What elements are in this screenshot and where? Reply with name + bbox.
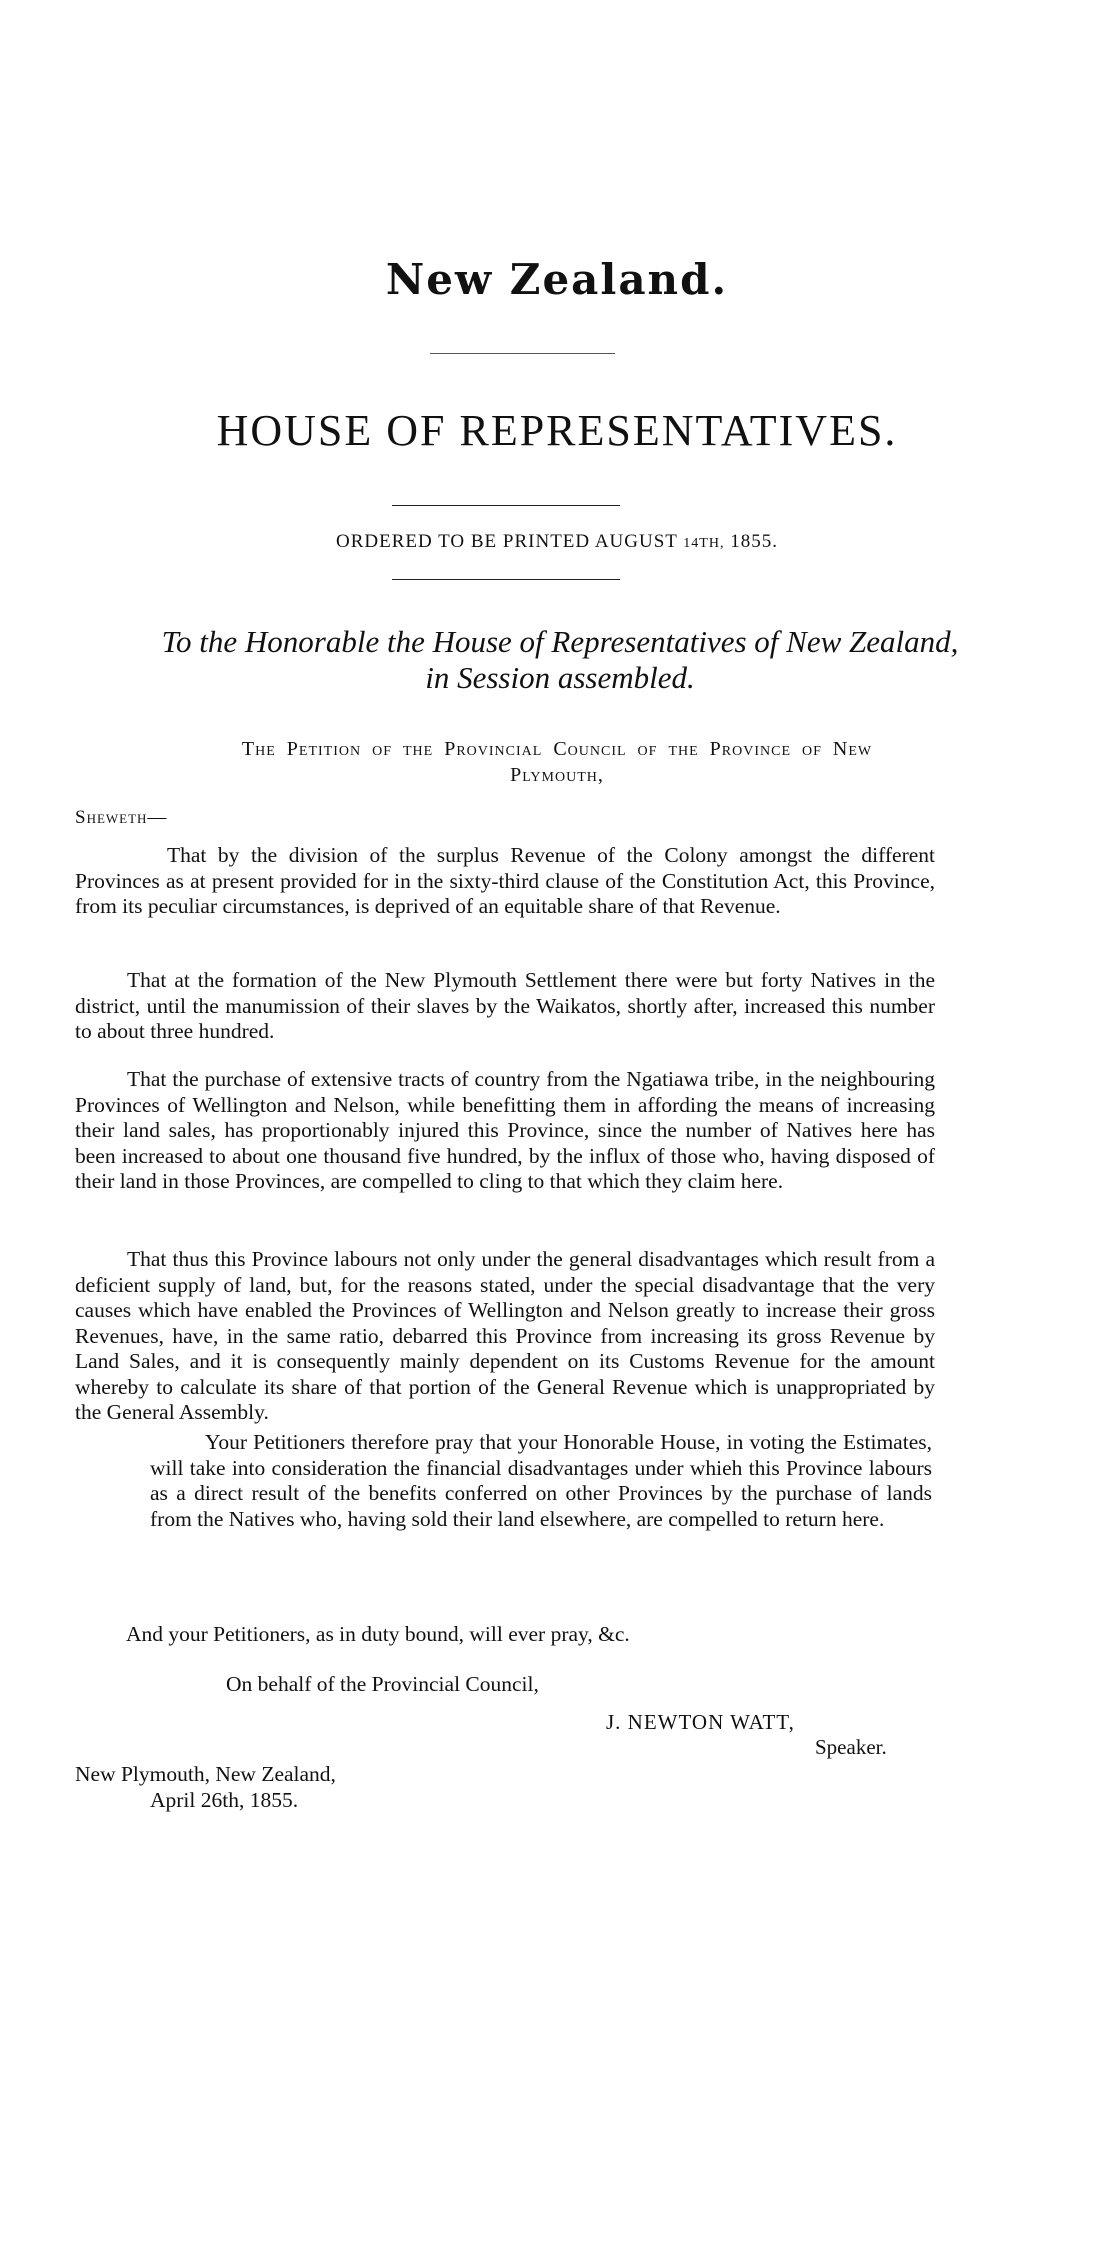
rule-under-masthead: [430, 353, 615, 354]
paragraph-4: That thus this Province labours not only under the general disadvantages which result from a deficient supply of land, but, for the reasons stated, under the special disadvantage that the very causes which have enabled the Provinces of Wellington and Nelson greatly to increase their gross Revenues, have, in the same ratio, debarred this Province from increasing its gross Revenue by Land Sales, and it is consequently mainly dependent on its Customs Revenue for the amount whereby to calculate its share of that portion of the General Revenue which is unappropriated by the General Assembly.: [75, 1247, 935, 1424]
address-block: [80, 624, 1040, 696]
paragraph-2: That at the formation of the New Plymouth Settlement there were but forty Natives in the district, until the manumission of their slaves by the Waikatos, shortly after, increased this number to about three hundred.: [75, 968, 935, 1043]
ordered-year: 1855.: [724, 531, 778, 552]
petition-heading-line-1: The Petition of the Provincial Council of the Province of New: [241, 738, 873, 760]
closing-line: And your Petitioners, as in duty bound, will ever pray, &c.: [126, 1622, 630, 1646]
sheweth-label: Sheweth—: [75, 807, 168, 828]
signer-name: J. NEWTON WATT,: [606, 1710, 795, 1734]
petition-heading: [100, 736, 1014, 788]
ordered-line: [0, 531, 1114, 553]
masthead-title: New Zealand.: [385, 255, 729, 304]
ordered-day: 14TH,: [683, 536, 725, 551]
petition-heading-line-2: Plymouth,: [510, 764, 604, 786]
house-title: HOUSE OF REPRESENTATIVES.: [216, 406, 898, 455]
paragraph-1: That by the division of the surplus Revenue of the Colony amongst the different Provinces as at present provided for in the sixty-third clause of the Constitution Act, this Province, from its peculiar circumstances, is deprived of an equitable share of that Revenue.: [75, 843, 935, 918]
address-line-1: To the Honorable the House of Representatives of New Zealand,: [161, 624, 959, 659]
signer-title: Speaker.: [815, 1735, 887, 1759]
address-line-2: in Session assembled.: [425, 660, 695, 695]
rule-above-ordered: [392, 505, 620, 506]
date-line: April 26th, 1855.: [150, 1788, 299, 1812]
ordered-prefix: ORDERED TO BE PRINTED AUGUST: [336, 531, 684, 552]
rule-below-ordered: [392, 579, 620, 580]
prayer-paragraph: Your Petitioners therefore pray that your Honorable House, in voting the Estimates, will take into consideration the financial disadvantages under whieh this Province labours as a direct result of the benefits conferred on other Provinces by the purchase of lands from the Natives who, having sold their land elsewhere, are compelled to return here.: [150, 1430, 932, 1531]
paragraph-3: That the purchase of extensive tracts of country from the Ngatiawa tribe, in the neighbouring Provinces of Wellington and Nelson, while benefitting them in affording the means of increasing their land sales, has proportionably injured this Province, since the number of Natives here has been increased to about one thousand five hundred, by the influx of those who, having disposed of their land in those Provinces, are compelled to cling to that which they claim here.: [75, 1067, 935, 1193]
place-line: New Plymouth, New Zealand,: [75, 1762, 336, 1786]
behalf-line: On behalf of the Provincial Council,: [226, 1672, 539, 1696]
